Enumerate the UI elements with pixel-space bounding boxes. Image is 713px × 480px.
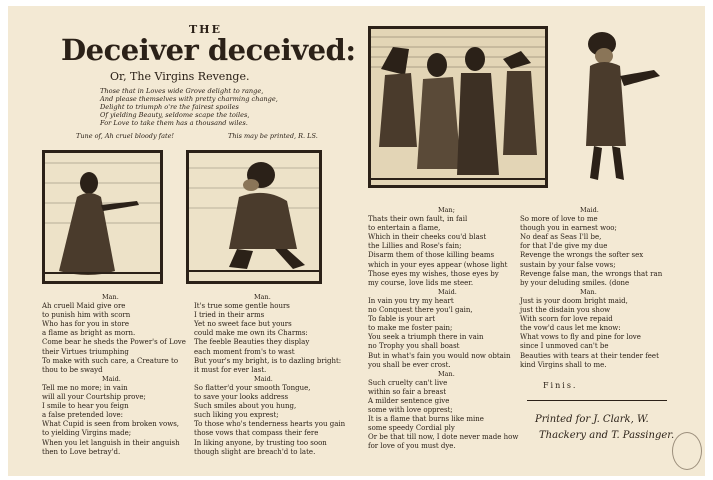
verse-line: each moment from's to wast — [194, 347, 295, 356]
speaker-label: Man; — [438, 206, 455, 214]
verse-line: Those eyes my wishes, those eyes by — [368, 269, 499, 278]
verse-line: I tried in their arms — [194, 311, 265, 320]
verse-line: What vows to fly and pine for love — [520, 333, 641, 342]
woodcut-group-scene — [368, 26, 548, 188]
verse-line: Disarm them of those killing beams — [368, 251, 495, 260]
verse-line: With scorn for love repaid — [520, 315, 613, 324]
verse-line: just the disdain you show — [520, 306, 611, 315]
woodcut-gallant — [186, 150, 322, 284]
verse-line: It is a flame that burns like mine — [368, 415, 484, 424]
verse-line: a false pretended love: — [42, 411, 124, 420]
verse-line: Which in their cheeks cou'd blast — [368, 233, 487, 242]
verse-line: thou to be swayd — [42, 365, 103, 374]
verse-line: no Trophy you shall boast — [368, 342, 460, 351]
verse-line: Come bear he sheds the Power's of Love — [42, 338, 186, 347]
verse-line: for that I'de give my due — [520, 242, 608, 251]
verse-line: kind Virgins shall to me. — [520, 360, 607, 369]
verse-line: though slight are breach'd to late. — [194, 447, 316, 456]
library-stamp — [672, 432, 702, 470]
intro-verse — [100, 87, 330, 127]
verse-line: Beauties with tears at their tender feet — [520, 351, 659, 360]
verse-line: it must for ever last. — [194, 365, 267, 374]
verse-line: Just is your doom bright maid, — [520, 296, 628, 305]
verse-line: But in what's fain you would now obtain — [368, 351, 511, 360]
speaker-label: Maid. — [580, 206, 599, 214]
verse-line: Thats their own fault, in fail — [368, 215, 468, 224]
verse-line: within so fair a breast — [368, 387, 447, 396]
title-the: THE — [189, 23, 222, 36]
imprint-line: Thackery and T. Passinger. — [539, 430, 675, 441]
divider — [527, 400, 667, 401]
verse-line: To fable is your art — [368, 315, 436, 324]
speaker-label: Man. — [254, 293, 271, 301]
verse-line: So more of love to me — [520, 215, 598, 224]
verse-line: In liking anyone, by trusting too soon — [194, 438, 327, 447]
verse-line: my course, love lids me steer. — [368, 278, 474, 287]
verse-line: Ah cruell Maid give ore — [42, 302, 126, 311]
page-title: Deceiver deceived: — [61, 33, 356, 67]
speaker-label: Maid. — [438, 287, 457, 296]
verse-line: A milder sentence give — [368, 396, 450, 405]
subtitle: Or, The Virgins Revenge. — [110, 70, 250, 83]
verse-line: I smile to hear you feign — [42, 402, 129, 411]
verse-line: Such cruelty can't live — [368, 378, 448, 387]
licence-line: This may be printed, R. LS. — [228, 132, 318, 140]
verse-line: So flatter'd your smooth Tongue, — [194, 383, 311, 392]
verse-line: could make me own its Charms: — [194, 329, 308, 338]
verse-column-3 — [368, 206, 518, 452]
verse-line: to punish him with scorn — [42, 311, 131, 320]
verse-line: to yielding Virgins made; — [42, 429, 132, 438]
speaker-label: Man. — [438, 369, 455, 378]
verse-line: Or be that till now, I dote never made how — [368, 433, 519, 442]
verse-column-2 — [194, 293, 345, 457]
verse-line: will all your Courtship prove; — [42, 393, 146, 402]
verse-line: Tell me no more; in vain — [42, 383, 128, 392]
verse-line: Such smiles about you hung, — [194, 402, 297, 411]
verse-line: the Lillies and Rose's fain; — [368, 242, 462, 251]
verse-line: the vow'd caus let me know: — [520, 324, 621, 333]
woodcut-woman — [42, 150, 163, 284]
verse-line: then to Love betray'd. — [42, 447, 121, 456]
verse-line: When you let languish in their anguish — [42, 438, 180, 447]
verse-line: But your's my bright, is to dazling bright: — [194, 356, 342, 365]
verse-line: to save your looks address — [194, 393, 289, 402]
woodcut-standing-man — [568, 26, 664, 186]
verse-line: To those who's tenderness hearts you gain — [194, 420, 346, 429]
verse-line: by your deluding smiles. (done — [520, 278, 630, 287]
verse-line: a flame as bright as morn. — [42, 329, 136, 338]
verse-line: No deaf as Seas I'll be, — [520, 233, 602, 242]
verse-line: those vows that compass their fere — [194, 429, 319, 438]
verse-line: which in your eyes appear (whose light — [368, 260, 508, 269]
intro-line: Those that in Loves wide Grove delight to range, — [100, 87, 264, 95]
verse-line: Revenge the wrongs the softer sex — [520, 251, 644, 260]
speaker-label: Man. — [102, 293, 119, 301]
verse-line: To make with such care, a Creature to — [42, 356, 179, 365]
verse-line: Revenge false man, the wrongs that ran — [520, 269, 663, 278]
verse-line: In vain you try my heart — [368, 296, 454, 305]
verse-line: their Virtues triumphing — [42, 347, 129, 356]
verse-line: You seek a triumph there in vain — [368, 333, 484, 342]
verse-line: What Cupid is seen from broken vows, — [42, 420, 180, 429]
verse-line: Who has for you in store — [42, 320, 130, 329]
speaker-label: Maid. — [254, 374, 273, 383]
verse-line: you shall be ever crost. — [368, 360, 451, 369]
verse-line: no Conquest there you'l gain, — [368, 306, 473, 315]
intro-line: For Love to take them has a thousand wiles. — [100, 119, 248, 128]
verse-line: to entertain a flame, — [368, 224, 441, 233]
imprint-line: Printed for J. Clark, W. — [535, 414, 649, 425]
verse-column-4 — [520, 206, 662, 370]
verse-line: for love of you must dye. — [368, 442, 456, 451]
finis-mark: Finis. — [543, 381, 578, 390]
imprint — [535, 412, 674, 444]
verse-line: It's true some gentle hours — [194, 302, 290, 311]
tune-line: Tune of, Ah cruel bloody fate! — [76, 132, 175, 140]
verse-line: to make me foster pain; — [368, 324, 453, 333]
verse-line: some with love opprest; — [368, 406, 453, 415]
intro-line: Of yielding Beauty, seldome scape the toiles, — [100, 111, 250, 120]
verse-line: though you in earnest woo; — [520, 224, 617, 233]
verse-line: Yet no sweet face but yours — [194, 320, 292, 329]
verse-line: some speedy Cordial ply — [368, 424, 455, 433]
speaker-label: Man. — [580, 287, 597, 296]
verse-line: sustain by your false vows; — [520, 260, 616, 269]
verse-line: such liking you exprest; — [194, 411, 279, 420]
intro-line: And please themselves with pretty charming change, — [100, 95, 278, 104]
verse-line: since I unmoved can't be — [520, 342, 609, 351]
speaker-label: Maid. — [102, 374, 121, 383]
intro-line: Delight to triumph o're the fairest spoiles — [100, 103, 239, 112]
verse-line: The feeble Beauties they display — [194, 338, 310, 347]
verse-column-1 — [42, 293, 186, 457]
